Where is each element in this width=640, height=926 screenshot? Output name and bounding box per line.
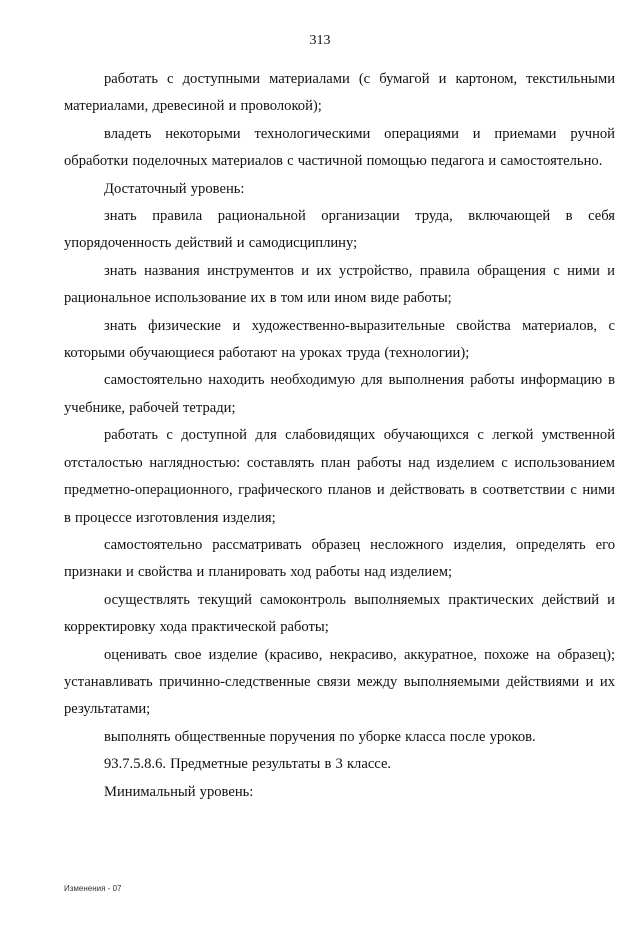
paragraph: осуществлять текущий самоконтроль выполняемых практических действий и корректировку хода практической работы;: [64, 591, 615, 636]
paragraph: 93.7.5.8.6. Предметные результаты в 3 классе.: [104, 756, 392, 773]
document-body: [64, 66, 615, 806]
paragraph: выполнять общественные поручения по уборке класса после уроков.: [104, 728, 536, 745]
paragraph: оценивать свое изделие (красиво, некрасиво, аккуратное, похоже на образец); устанавливать причинно-следственные связи между выполняемыми действиями и их результатами;: [64, 646, 615, 718]
paragraph: владеть некоторыми технологическими операциями и приемами ручной обработки поделочных материалов с частичной помощью педагога и самостоятельно.: [64, 125, 615, 170]
paragraph: самостоятельно рассматривать образец несложного изделия, определять его признаки и свойства и планировать ход работы над изделием;: [64, 536, 615, 581]
footer-note: Изменения - 07: [64, 884, 122, 893]
page-number: 313: [309, 33, 331, 48]
paragraph: знать правила рациональной организации труда, включающей в себя упорядоченность действий и самодисциплину;: [64, 208, 615, 252]
paragraph: работать с доступной для слабовидящих обучающихся с легкой умственной отсталостью наглядностью: составлять план работы над изделием с использованием предметно-операционного, графического планов и действовать в соответствии с ними в процессе изготовления изделия;: [64, 427, 615, 526]
paragraph: Достаточный уровень:: [104, 180, 245, 197]
paragraph: самостоятельно находить необходимую для выполнения работы информацию в учебнике, рабочей тетради;: [64, 372, 615, 416]
paragraph: знать названия инструментов и их устройство, правила обращения с ними и рациональное использование их в том или ином виде работы;: [64, 262, 615, 307]
paragraph: работать с доступными материалами (с бумагой и картоном, текстильными материалами, древесиной и проволокой);: [64, 71, 615, 115]
paragraph: знать физические и художественно-выразительные свойства материалов, с которыми обучающиеся работают на уроках труда (технологии);: [64, 317, 615, 362]
paragraph: Минимальный уровень:: [104, 783, 254, 800]
